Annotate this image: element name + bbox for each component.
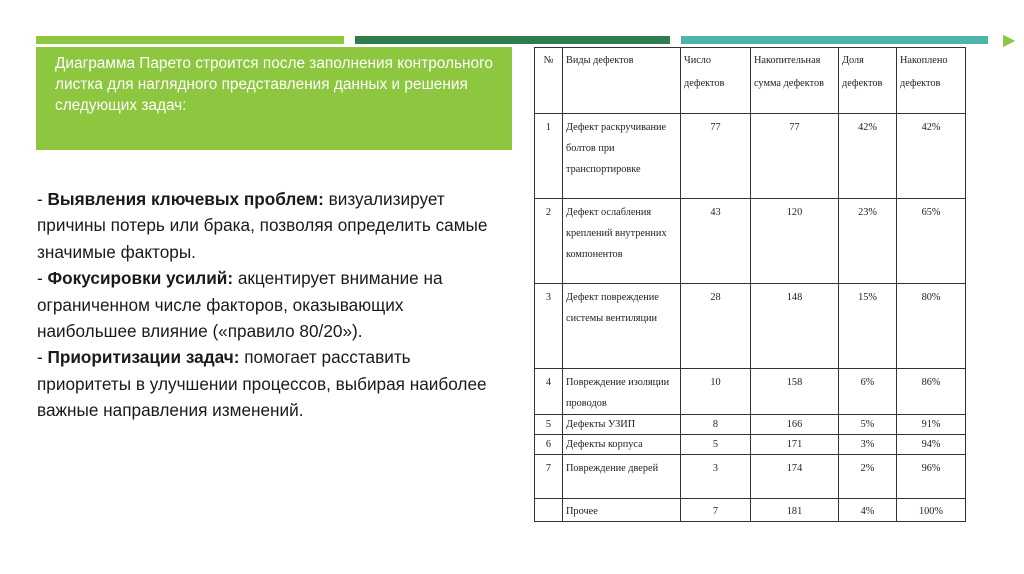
table-cell: Прочее [563, 499, 681, 522]
table-cell: 7 [535, 455, 563, 499]
table-cell: 181 [751, 499, 839, 522]
table-cell: 2 [535, 199, 563, 284]
table-cell: 174 [751, 455, 839, 499]
table-row [535, 284, 966, 369]
point-focus: - Фокусировки усилий: акцентирует внимание на ограниченном числе факторов, оказывающих наибольшее влияние («правило 80/20»). [37, 268, 443, 342]
table-header-row [535, 48, 966, 114]
table-cell: Повреждение изоляции проводов [563, 369, 681, 415]
header-cell: Доля дефектов [839, 48, 897, 114]
accent-bar-dark-green [355, 36, 670, 44]
table-cell: 100% [897, 499, 966, 522]
header-cell: Накопительная сумма дефектов [751, 48, 839, 114]
table-cell: 166 [751, 415, 839, 435]
table-cell: 6% [839, 369, 897, 415]
table-cell: 4 [535, 369, 563, 415]
table-cell: 5 [535, 415, 563, 435]
accent-bar-teal [681, 36, 988, 44]
point-prioritization: - Приоритизации задач: помогает расставить приоритеты в улучшении процессов, выбирая наиболее важные направления изменений. [37, 347, 487, 421]
table-row [535, 455, 966, 499]
point-title: Выявления ключевых проблем: [47, 189, 324, 209]
table-cell: 65% [897, 199, 966, 284]
defects-table-image [534, 47, 966, 522]
header-cell: № [535, 48, 563, 114]
defects-table [534, 47, 966, 522]
table-cell: 42% [897, 114, 966, 199]
table-cell: 15% [839, 284, 897, 369]
table-cell: 5 [681, 435, 751, 455]
table-cell: 28 [681, 284, 751, 369]
table-cell: 3% [839, 435, 897, 455]
table-cell: 3 [681, 455, 751, 499]
table-cell: Дефекты корпуса [563, 435, 681, 455]
table-cell: 23% [839, 199, 897, 284]
table-cell: 3 [535, 284, 563, 369]
header-cell: Виды дефектов [563, 48, 681, 114]
point-key-problems: - Выявления ключевых проблем: визуализирует причины потерь или брака, позволяя определить самые значимые факторы. [37, 189, 488, 262]
table-cell: Дефект ослабления креплений внутренних компонентов [563, 199, 681, 284]
table-row [535, 369, 966, 415]
table-cell: Дефект повреждение системы вентиляции [563, 284, 681, 369]
table-cell: 8 [681, 415, 751, 435]
table-cell: 94% [897, 435, 966, 455]
table-cell: 42% [839, 114, 897, 199]
table-row [535, 415, 966, 435]
table-cell: 120 [751, 199, 839, 284]
table-cell: Дефекты УЗИП [563, 415, 681, 435]
table-row [535, 499, 966, 522]
table-row [535, 199, 966, 284]
intro-text: Диаграмма Парето строится после заполнения контрольного листка для наглядного представления данных и решения следующих задач: [55, 55, 493, 114]
table-cell: 2% [839, 455, 897, 499]
table-cell: 6 [535, 435, 563, 455]
table-cell: 43 [681, 199, 751, 284]
intro-box [36, 47, 512, 150]
table-cell: 77 [681, 114, 751, 199]
table-cell: 86% [897, 369, 966, 415]
table-cell: 5% [839, 415, 897, 435]
accent-bar-light-green [36, 36, 344, 44]
table-cell: Дефект раскручивание болтов при транспортировке [563, 114, 681, 199]
body-text [37, 186, 507, 424]
table-cell: 7 [681, 499, 751, 522]
header-cell: Число дефектов [681, 48, 751, 114]
table-cell: 158 [751, 369, 839, 415]
table-cell: 4% [839, 499, 897, 522]
table-cell: 10 [681, 369, 751, 415]
table-cell: Повреждение дверей [563, 455, 681, 499]
table-cell: 91% [897, 415, 966, 435]
header-cell: Накоплено дефектов [897, 48, 966, 114]
table-cell [535, 499, 563, 522]
table-cell: 1 [535, 114, 563, 199]
table-cell: 80% [897, 284, 966, 369]
table-cell: 171 [751, 435, 839, 455]
table-row [535, 114, 966, 199]
table-cell: 148 [751, 284, 839, 369]
table-cell: 96% [897, 455, 966, 499]
table-cell: 77 [751, 114, 839, 199]
point-title: Приоритизации задач: [47, 347, 240, 368]
point-title: Фокусировки усилий: [47, 268, 234, 289]
table-row [535, 435, 966, 455]
next-arrow-icon[interactable]: ▶ [1003, 30, 1016, 49]
